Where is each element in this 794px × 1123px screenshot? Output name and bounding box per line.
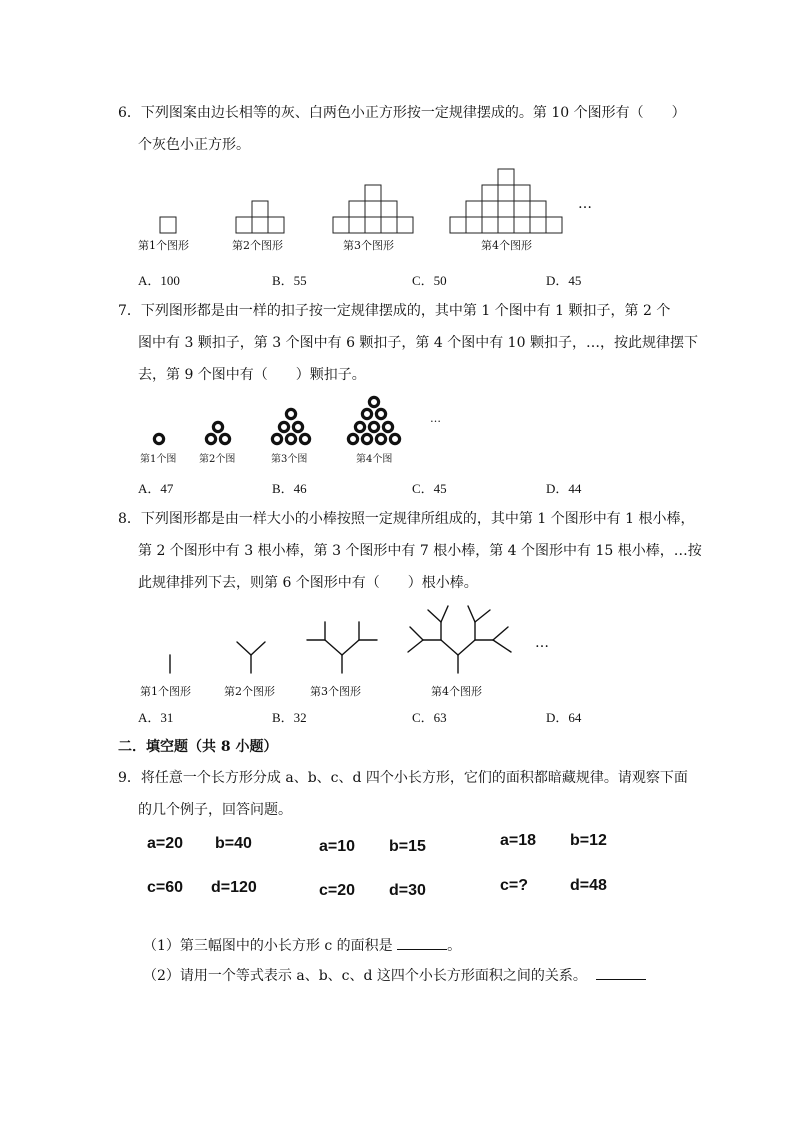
q7-ellipsis: … (430, 412, 441, 425)
example3-b: b=12 (570, 832, 607, 849)
section-title: 二．填空题（共 8 小题） (118, 739, 278, 755)
example3-a: a=18 (500, 832, 537, 849)
q7-figure-label-1: 第1个图 (140, 454, 177, 465)
stick (428, 610, 441, 622)
q7-text-line1: 7．下列图形都是由一样的扣子按一定规律摆成的，其中第 1 个图中有 1 颗扣子，第 2 个 (118, 303, 671, 319)
stick (475, 610, 490, 622)
q6-text-line2: 个灰色小正方形。 (138, 137, 250, 153)
q8-text-line3: 此规律排列下去，则第 6 个图形中有（ ）根小棒。 (138, 575, 478, 591)
q7-option-b[interactable]: B．46 (272, 481, 307, 496)
example2-c: c=20 (319, 882, 356, 899)
q6-figure-label-3: 第3个图形 (343, 239, 394, 252)
stick (342, 640, 359, 655)
q8-text-line2: 第 2 个图形中有 3 根小棒，第 3 个图形中有 7 根小棒，第 4 个图形中有 15 根小棒，…按 (138, 543, 702, 559)
q9-text-line1: 9．将任意一个长方形分成 a、b、c、d 四个小长方形，它们的面积都暗藏规律。请观察下面 (118, 770, 688, 786)
q6-ellipsis: … (578, 196, 592, 212)
stick (410, 627, 423, 640)
stick (493, 640, 511, 652)
q6-figure-label-4: 第4个图形 (481, 239, 532, 252)
stick (441, 606, 448, 622)
q8-text-line1: 8．下列图形都是由一样大小的小棒按照一定规律所组成的，其中第 1 个图形中有 1 根小棒， (118, 511, 695, 527)
stick (468, 606, 475, 622)
example1-d: d=120 (211, 879, 257, 896)
example3-d: d=48 (570, 877, 607, 894)
q6-figure-label-2: 第2个图形 (232, 239, 283, 252)
q9-sub1-text: （1）第三幅图中的小长方形 c 的面积是 (143, 938, 393, 954)
q8-figure-label-4: 第4个图形 (431, 685, 482, 698)
q9-sub2 (143, 967, 646, 985)
example2-b: b=15 (389, 838, 426, 855)
q8-option-a[interactable]: A．31 (138, 710, 174, 725)
example1-a: a=20 (147, 835, 184, 852)
q6-option-a[interactable]: A．100 (138, 273, 180, 288)
q6-figure-label-1: 第1个图形 (138, 239, 189, 252)
example3-c: c=? (500, 877, 529, 894)
stick (237, 642, 251, 655)
q7-option-c[interactable]: C．45 (412, 481, 447, 496)
q8-option-c[interactable]: C．63 (412, 710, 447, 725)
q9-sub2-answer-blank[interactable] (596, 967, 646, 980)
q7-option-a[interactable]: A．47 (138, 481, 174, 496)
q6-text-line1: 6．下列图案由边长相等的灰、白两色小正方形按一定规律摆成的。第 10 个图形有（ ） (118, 105, 686, 121)
q6-option-d[interactable]: D．45 (546, 273, 582, 288)
q9-sub1-answer-blank[interactable] (397, 937, 447, 950)
q6-option-c[interactable]: C．50 (412, 273, 447, 288)
q9-sub1-end: 。 (447, 938, 462, 954)
q7-text-line2: 图中有 3 颗扣子，第 3 个图中有 6 颗扣子，第 4 个图中有 10 颗扣子，…，按此规律摆下 (138, 335, 698, 351)
stick (325, 640, 342, 655)
q9-sub1 (143, 937, 461, 955)
q8-figure-label-2: 第2个图形 (224, 685, 275, 698)
q8-option-d[interactable]: D．64 (546, 710, 582, 725)
q7-text-line3: 去，第 9 个图中有（ ）颗扣子。 (138, 367, 366, 383)
q7-figure-label-4: 第4个图 (356, 454, 393, 465)
example1-c: c=60 (147, 879, 184, 896)
stick (441, 640, 458, 655)
q9-text-line2: 的几个例子，回答问题。 (138, 802, 292, 818)
q8-figure-label-1: 第1个图形 (140, 685, 191, 698)
stick (408, 640, 423, 652)
stick (493, 627, 508, 640)
q8-option-b[interactable]: B．32 (272, 710, 307, 725)
q8-ellipsis: … (535, 635, 549, 651)
stick (458, 640, 475, 655)
example2-d: d=30 (389, 882, 426, 899)
example1-b: b=40 (215, 835, 252, 852)
q6-option-b[interactable]: B．55 (272, 273, 307, 288)
q7-figure-label-2: 第2个图 (199, 454, 236, 465)
q9-sub2-text: （2）请用一个等式表示 a、b、c、d 这四个小长方形面积之间的关系。 (143, 968, 587, 984)
example2-a: a=10 (319, 838, 356, 855)
q7-figure-label-3: 第3个图 (271, 454, 308, 465)
stick (251, 642, 265, 655)
q8-figure-label-3: 第3个图形 (310, 685, 361, 698)
q7-option-d[interactable]: D．44 (546, 481, 582, 496)
